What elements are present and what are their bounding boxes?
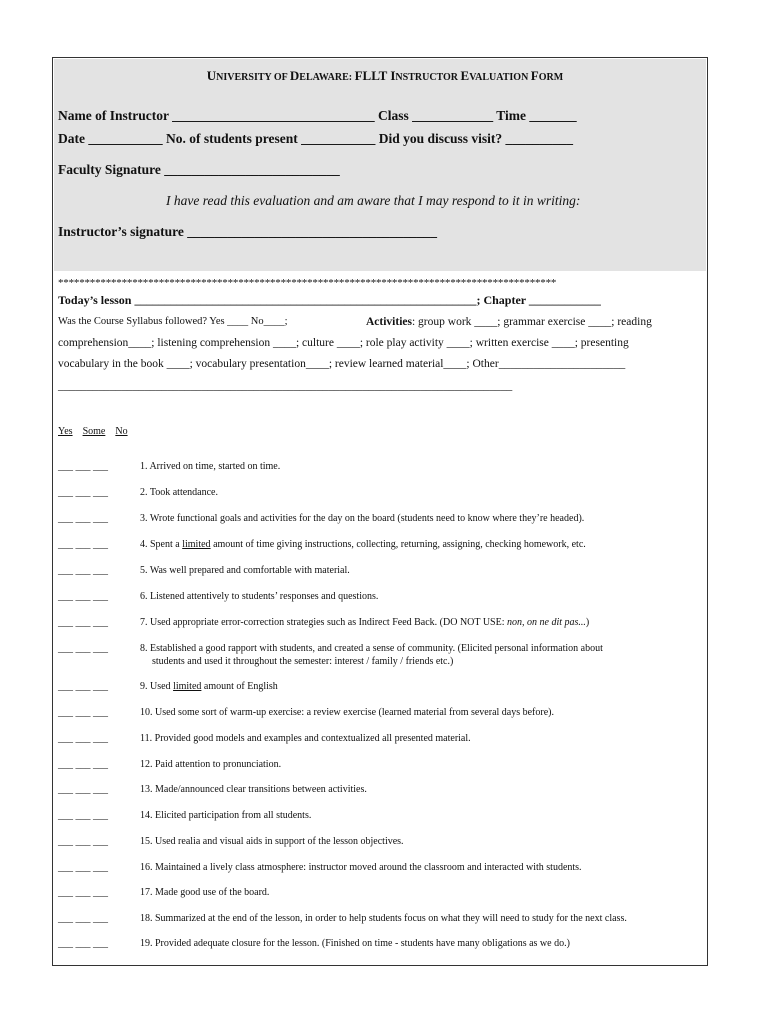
column-yes: Yes (58, 426, 73, 437)
rating-blanks[interactable]: ___ ___ ___ (58, 539, 108, 550)
evaluation-item[interactable] (58, 759, 281, 770)
rating-blanks[interactable]: ___ ___ ___ (58, 733, 108, 744)
item-text: 5. Was well prepared and comfortable with material. (140, 565, 350, 576)
evaluation-item[interactable] (58, 887, 269, 898)
rating-blanks[interactable]: ___ ___ ___ (58, 836, 108, 847)
column-some: Some (82, 426, 106, 437)
evaluation-item[interactable] (58, 565, 350, 576)
item-text: 6. Listened attentively to students’ responses and questions. (140, 591, 379, 602)
evaluation-item[interactable] (58, 707, 554, 718)
item-text-continued: students and used it throughout the semester: interest / family / friends etc.) (152, 656, 454, 667)
evaluation-item[interactable] (58, 810, 311, 821)
column-headers (58, 426, 128, 437)
item-text: 16. Maintained a lively class atmosphere: instructor moved around the classroom and interacted with students. (140, 862, 582, 873)
instructor-signature-line[interactable]: Instructor’s signature _____________________________________ (58, 224, 437, 239)
rating-blanks[interactable]: ___ ___ ___ (58, 707, 108, 718)
item-text: 12. Paid attention to pronunciation. (140, 759, 282, 770)
item-text: 7. Used appropriate error-correction strategies such as Indirect Feed Back. (DO NOT USE: non, on ne dit pas...) (140, 617, 590, 628)
item-text: 10. Used some sort of warm-up exercise: a review exercise (learned material from several days before). (140, 707, 554, 718)
rating-blanks[interactable]: ___ ___ ___ (58, 461, 108, 472)
evaluation-item[interactable] (58, 487, 218, 498)
item-text: 9. Used limited amount of English (140, 681, 278, 692)
evaluation-item[interactable] (58, 681, 278, 692)
rating-blanks[interactable]: ___ ___ ___ (58, 643, 108, 654)
activities-line-1[interactable]: Activities: group work ____; grammar exercise ____; reading (366, 316, 652, 328)
faculty-signature-line[interactable]: Faculty Signature __________________________ (58, 162, 340, 177)
item-text: 2. Took attendance. (140, 487, 218, 498)
rating-blanks[interactable]: ___ ___ ___ (58, 565, 108, 576)
rating-blanks[interactable]: ___ ___ ___ (58, 681, 108, 692)
evaluation-item[interactable] (58, 784, 367, 795)
activities-line-3[interactable]: vocabulary in the book ____; vocabulary presentation____; review learned material____; Other______________________ (58, 358, 626, 370)
rating-blanks[interactable]: ___ ___ ___ (58, 617, 108, 628)
evaluation-item[interactable] (58, 913, 627, 924)
item-text: 15. Used realia and visual aids in support of the lesson objectives. (140, 836, 404, 847)
blank-line[interactable]: _______________________________________________________________________________ (58, 380, 513, 392)
rating-blanks[interactable]: ___ ___ ___ (58, 913, 108, 924)
column-no: No (115, 426, 128, 437)
evaluation-item[interactable] (58, 591, 378, 602)
date-line[interactable]: Date ___________ No. of students present ___________ Did you discuss visit? __________ (58, 131, 574, 146)
item-text: 4. Spent a limited amount of time giving instructions, collecting, returning, assigning, checking homework, etc. (140, 539, 586, 550)
evaluation-item[interactable] (58, 643, 603, 654)
item-text: 13. Made/announced clear transitions between activities. (140, 784, 367, 795)
item-text: 17. Made good use of the board. (140, 887, 270, 898)
rating-blanks[interactable]: ___ ___ ___ (58, 938, 108, 949)
instructor-name-line[interactable]: Name of Instructor ______________________________ Class ____________ Time _______ (58, 108, 577, 123)
item-text: 18. Summarized at the end of the lesson, in order to help students focus on what they will need to study for the next class. (140, 913, 627, 924)
rating-blanks[interactable]: ___ ___ ___ (58, 513, 108, 524)
rating-blanks[interactable]: ___ ___ ___ (58, 487, 108, 498)
rating-blanks[interactable]: ___ ___ ___ (58, 862, 108, 873)
evaluation-item[interactable] (58, 836, 404, 847)
rating-blanks[interactable]: ___ ___ ___ (58, 810, 108, 821)
activities-line-2[interactable]: comprehension____; listening comprehension ____; culture ____; role play activity ____; written exercise ____; presenting (58, 337, 629, 349)
todays-lesson-line[interactable]: Today’s lesson _________________________________________________________; Chapter ____________ (58, 293, 601, 307)
evaluation-item[interactable] (58, 461, 280, 472)
evaluation-item[interactable] (58, 733, 471, 744)
item-text: 8. Established a good rapport with students, and created a sense of community. (Elicited personal information about (140, 643, 603, 654)
evaluation-item[interactable] (58, 513, 584, 524)
item-text: 11. Provided good models and examples and contextualized all presented material. (140, 733, 471, 744)
syllabus-question[interactable]: Was the Course Syllabus followed? Yes ____ No____; (58, 316, 288, 327)
rating-blanks[interactable]: ___ ___ ___ (58, 784, 108, 795)
evaluation-item[interactable] (58, 938, 570, 949)
item-text: 19. Provided adequate closure for the lesson. (Finished on time - students have many obligations as we do.) (140, 938, 570, 949)
acknowledgement-statement: I have read this evaluation and am aware that I may respond to it in writing: (166, 193, 581, 208)
separator-stars: ********************************************************************************************** (58, 277, 557, 289)
rating-blanks[interactable]: ___ ___ ___ (58, 591, 108, 602)
evaluation-item[interactable] (58, 539, 586, 550)
rating-blanks[interactable]: ___ ___ ___ (58, 759, 108, 770)
rating-blanks[interactable]: ___ ___ ___ (58, 887, 108, 898)
item-text: 3. Wrote functional goals and activities for the day on the board (students need to know where they’re headed). (140, 513, 585, 524)
item-text: 14. Elicited participation from all students. (140, 810, 312, 821)
item-text: 1. Arrived on time, started on time. (140, 461, 281, 472)
evaluation-item[interactable] (58, 617, 589, 628)
form-title: UNIVERSITY OF DELAWARE: FLLT INSTRUCTOR EVALUATION FORM (206, 68, 564, 83)
evaluation-item[interactable] (58, 862, 582, 873)
